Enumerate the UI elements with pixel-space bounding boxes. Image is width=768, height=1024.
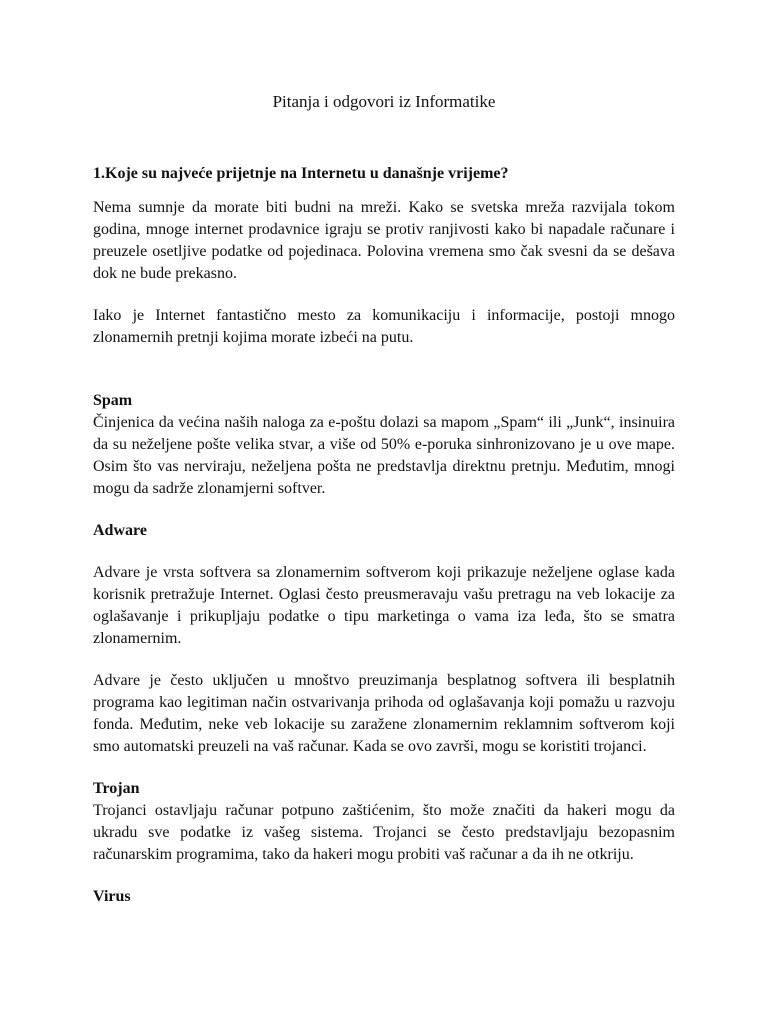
section-heading-adware: Adware — [93, 522, 147, 539]
section-heading-spam: Spam — [93, 392, 133, 409]
trojan-paragraph: Trojanci ostavljaju računar potpuno zaštićenim, što može značiti da hakeri mogu da ukradu sve podatke iz vašeg sistema. Trojanci se često predstavljaju bezopasnim računarskim programima, tako da hakeri mogu probiti vaš računar a da ih ne otkriju. — [93, 802, 675, 863]
adware-paragraph-1: Advare je vrsta softvera sa zlonamernim softverom koji prikazuje neželjene oglase kada korisnik pretražuje Internet. Oglasi često preusmeravaju vašu pretragu na veb lokacije za oglašavanje i prikupljaju podatke o tipu marketinga o vama iza leđa, što se smatra zlonamernim. — [93, 564, 675, 647]
document-title: Pitanja i odgovori iz Informatike — [272, 92, 496, 111]
question-heading: 1.Koje su najveće prijetnje na Internetu u današnje vrijeme? — [93, 165, 509, 182]
section-heading-virus: Virus — [93, 888, 131, 905]
adware-paragraph-2: Advare je često uključen u mnoštvo preuzimanja besplatnog softvera ili besplatnih programa kao legitiman način ostvarivanja prihoda od oglašavanja koji pomažu u razvoju fonda. Međutim, neke veb lokacije su zaražene zlonamernim reklamnim softverom koji smo automatski preuzeli na vaš računar. Kada se ovo završi, mogu se koristiti trojanci. — [93, 672, 675, 755]
spam-paragraph: Činjenica da većina naših naloga za e-poštu dolazi sa mapom „Spam“ ili „Junk“, insinuira da su neželjene pošte velika stvar, a više od 50% e-poruka sinhronizovano je u ove mape. Osim što vas nerviraju, neželjena pošta ne predstavlja direktnu pretnju. Međutim, mnogi mogu da sadrže zlonamjerni softver. — [93, 414, 675, 497]
intro-paragraph-1: Nema sumnje da morate biti budni na mreži. Kako se svetska mreža razvijala tokom godina, mnoge internet prodavnice igraju se protiv ranjivosti kako bi napadale računare i preuzele osetljive podatke od pojedinaca. Polovina vremena smo čak svesni da se dešava dok ne bude prekasno. — [93, 199, 675, 282]
intro-paragraph-2: Iako je Internet fantastično mesto za komunikaciju i informacije, postoji mnogo zlonamernih pretnji kojima morate izbeći na putu. — [93, 307, 675, 346]
section-heading-trojan: Trojan — [93, 780, 140, 797]
